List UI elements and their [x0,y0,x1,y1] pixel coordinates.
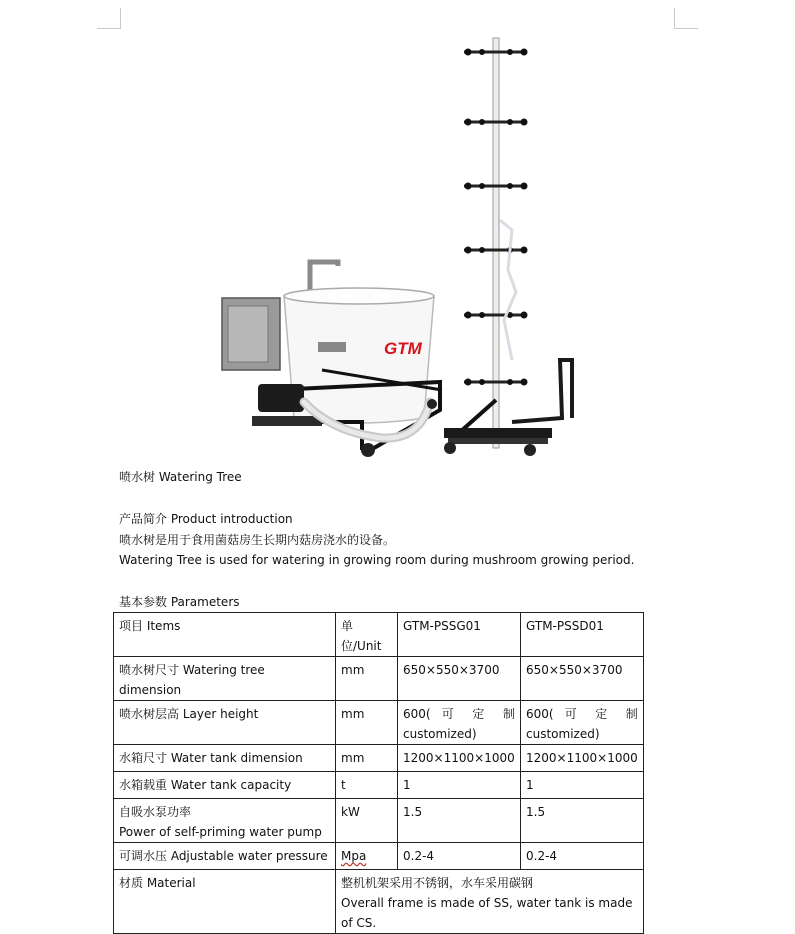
material-text-cn: 整机机架采用不锈钢，水车采用碳钢 [341,876,534,890]
row-value-d: 1200×1100×1000 [521,745,644,772]
water-tank-cart-icon [222,262,442,457]
material-text-en: Overall frame is made of SS, water tank is made of CS. [341,896,633,930]
header-model-g: GTM-PSSG01 [398,613,521,657]
product-title: 喷水树 Watering Tree [119,470,242,484]
row-unit: kW [336,799,398,843]
crop-mark-top-left [97,8,121,29]
table-row [114,772,644,799]
intro-heading: 产品简介 Product introduction [119,512,293,526]
row-material-value [336,870,644,934]
header-model-d: GTM-PSSD01 [521,613,644,657]
row-value-g: 1.5 [398,799,521,843]
crop-mark-top-right [674,8,698,29]
table-row [114,701,644,745]
header-unit: 单位/Unit [336,613,398,657]
row-item-line1: 自吸水泵功率 [119,805,192,819]
product-photo [212,30,602,465]
row-value-d [521,701,644,745]
row-value-d: 1.5 [521,799,644,843]
row-item: 材质 Material [114,870,336,934]
row-item: 喷水树层高 Layer height [114,701,336,745]
row-item: 喷水树尺寸 Watering tree dimension [114,657,336,701]
row-value-d-line2: customized) [526,727,600,741]
row-value-d: 650×550×3700 [521,657,644,701]
svg-text:GTM: GTM [384,339,422,358]
table-row [114,657,644,701]
row-item: 水箱载重 Water tank capacity [114,772,336,799]
table-row [114,843,644,870]
row-item-line2: Power of self-priming water pump [119,825,322,839]
row-unit-text: Mpa [341,849,367,863]
row-value-g: 1 [398,772,521,799]
row-unit [336,843,398,870]
watering-tree-icon [444,38,572,456]
row-value-d-line1: 600( 可 定 制 [526,707,638,721]
row-item [114,799,336,843]
params-heading: 基本参数 Parameters [119,595,240,609]
row-unit: t [336,772,398,799]
row-value-g: 0.2-4 [398,843,521,870]
parameters-table [113,612,644,934]
table-row [114,799,644,843]
row-value-g-line2: customized) [403,727,477,741]
row-unit: mm [336,701,398,745]
table-row [114,745,644,772]
row-value-g [398,701,521,745]
intro-text-cn: 喷水树是用于食用菌菇房生长期内菇房浇水的设备。 [119,533,396,547]
row-value-g: 650×550×3700 [398,657,521,701]
row-unit: mm [336,657,398,701]
table-row [114,870,644,934]
header-items: 项目 Items [114,613,336,657]
table-header-row [114,613,644,657]
row-value-d: 1 [521,772,644,799]
row-value-d: 0.2-4 [521,843,644,870]
row-value-g: 1200×1100×1000 [398,745,521,772]
row-unit: mm [336,745,398,772]
intro-text-en: Watering Tree is used for watering in growing room during mushroom growing period. [119,553,635,567]
row-item: 可调水压 Adjustable water pressure [114,843,336,870]
row-item: 水箱尺寸 Water tank dimension [114,745,336,772]
row-value-g-line1: 600( 可 定 制 [403,707,515,721]
